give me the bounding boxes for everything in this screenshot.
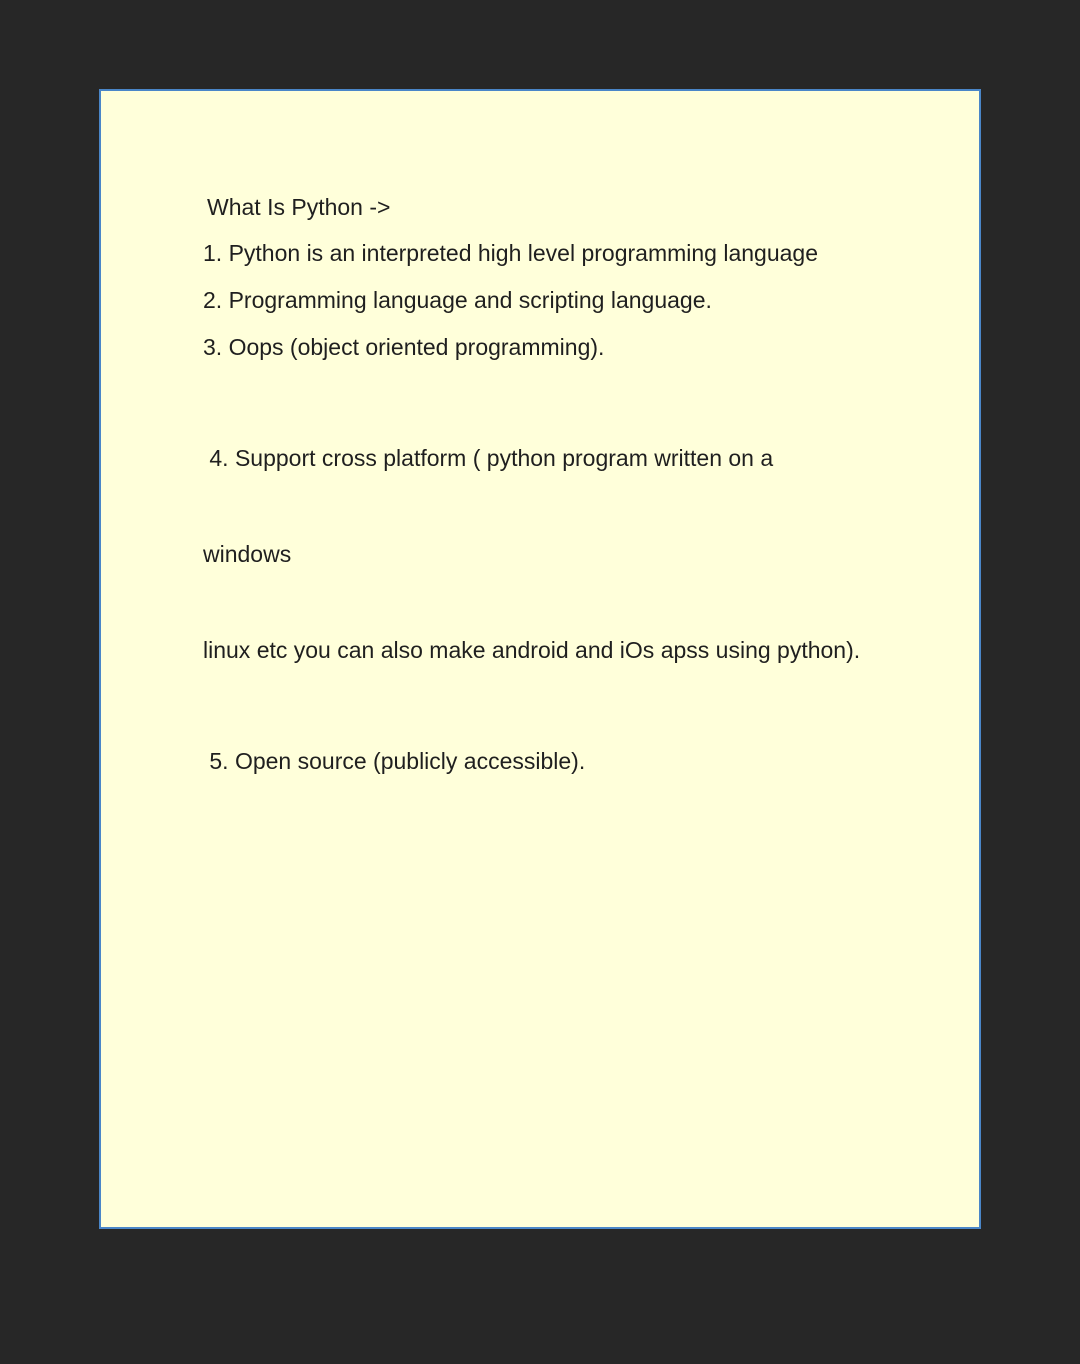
list-item: 1. Python is an interpreted high level programming language [203,240,818,266]
note-content [203,191,923,792]
list-item-multiline [203,378,923,730]
list-item-line: linux etc you can also make android and iOs apss using python). [203,637,861,663]
list-item: 3. Oops (object oriented programming). [203,334,605,360]
list-item-line: windows [203,541,292,567]
list-item: 5. Open source (publicly accessible). [203,748,586,774]
note-title: What Is Python -> [207,194,391,220]
note-page [99,89,981,1229]
list-item-line: 4. Support cross platform ( python program written on a [203,445,774,471]
list-item: 2. Programming language and scripting language. [203,287,712,313]
